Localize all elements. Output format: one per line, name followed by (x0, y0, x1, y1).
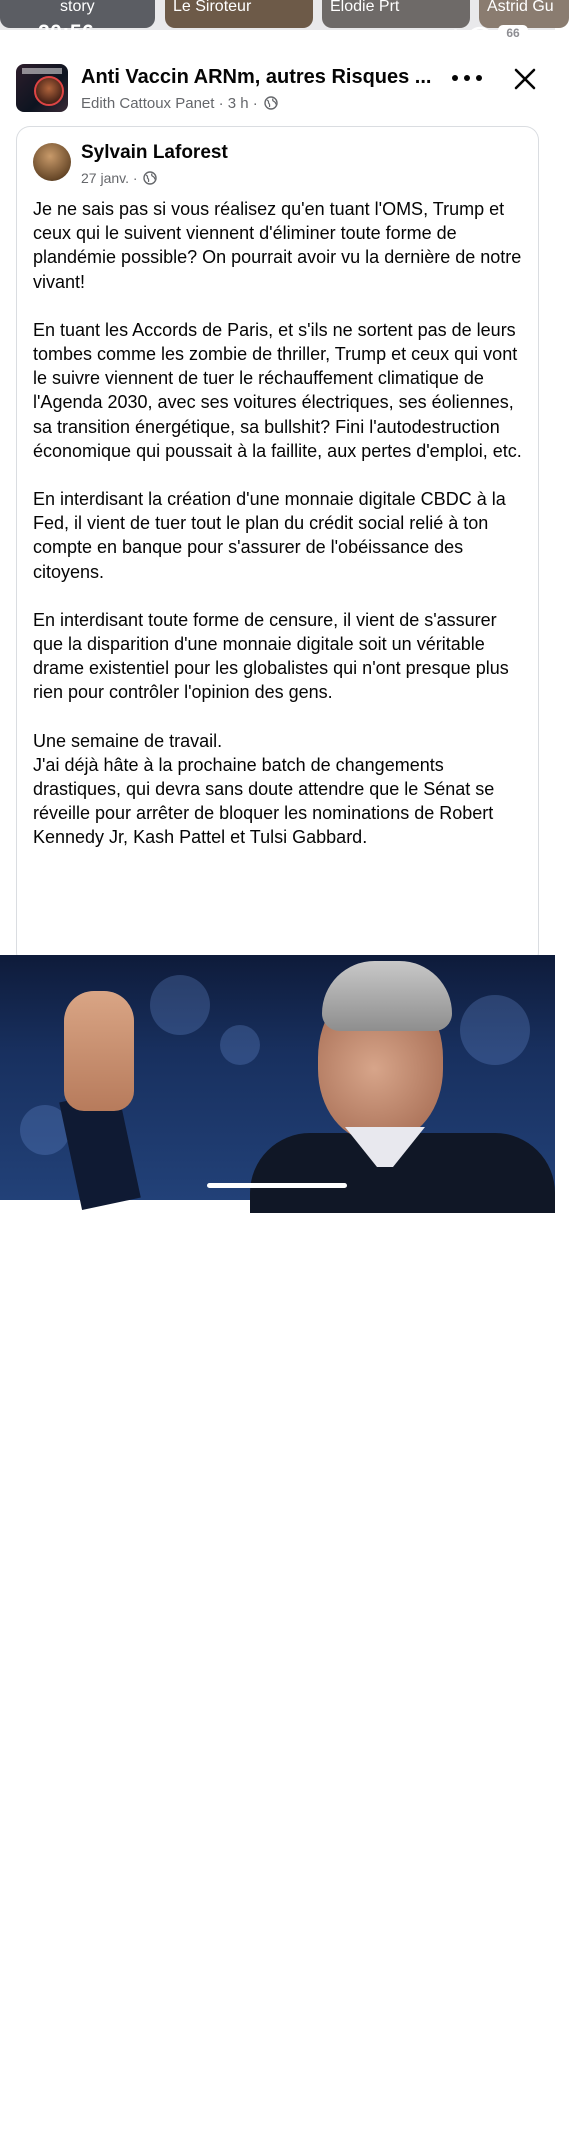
story-label: story (60, 0, 95, 15)
post-paragraph: Une semaine de travail. (33, 730, 223, 751)
group-avatar[interactable] (16, 64, 68, 112)
meta-separator: · (252, 95, 262, 112)
story-label: Le Siroteur (173, 0, 252, 15)
wifi-icon (470, 25, 490, 41)
post-paragraph: En interdisant toute forme de censure, il vient de s'assurer que la disparition d'une monnaie digitale soit un véritable drame existentiel pour les globalistes qui n'ont presque plus rien pour contrôler l'opinion des gens. (33, 609, 509, 703)
close-icon[interactable] (513, 67, 537, 91)
post-time[interactable]: 3 h (227, 95, 249, 112)
post-paragraph: J'ai déjà hâte à la prochaine batch de changements drastiques, qui devra sans doute attendre que le Sénat se réveille pour arrêter de bloquer les nominations de Robert Kennedy Jr, Kash Pattel et Tulsi Gabbard. (33, 754, 495, 848)
globe-icon (264, 96, 278, 110)
post-paragraph: En interdisant la création d'une monnaie digitale CBDC à la Fed, il vient de tuer tout le plan du crédit social relié à ton compte en banque pour s'assurer de l'obéissance des citoyens. (33, 489, 506, 582)
globe-icon (143, 171, 157, 185)
cellular-signal-icon (439, 28, 459, 42)
post-header (0, 48, 555, 118)
post-body (33, 197, 528, 874)
shared-post-card[interactable] (16, 126, 539, 966)
author-name[interactable]: Sylvain Laforest (81, 142, 228, 163)
battery-icon: 66 (498, 25, 528, 41)
home-indicator (207, 1183, 347, 1188)
more-horizontal-icon[interactable] (452, 72, 482, 84)
post-paragraph: En tuant les Accords de Paris, et s'ils ne sortent pas de leurs tombes comme les zombie de thriller, Trump et ceux qui vont le suivre viennent de tuer le réchauffement climatique de l'Agenda 2030, avec ses voitures électriques, ses éoliennes, sa transition énergétique, sa bullshit? Fini l'autodestruction économique qui poussait à la faillite, aux pertes d'emploi, etc. (33, 319, 522, 461)
status-bar (0, 18, 555, 48)
battery-tip (531, 30, 533, 36)
story-label: Astrid Gu (487, 0, 554, 15)
meta-separator: · (218, 95, 228, 112)
story-label: Elodie Prt (330, 0, 400, 15)
meta-separator: · (132, 170, 142, 186)
author-avatar[interactable] (33, 143, 71, 181)
post-paragraph: Je ne sais pas si vous réalisez qu'en tuant l'OMS, Trump et ceux qui le suivent viennent d'éliminer toute forme de plandémie possible? On pourrait avoir vu la dernière de notre vivant! (33, 199, 522, 292)
poster-name[interactable]: Edith Cattoux Panet (81, 95, 215, 112)
post-meta (81, 95, 278, 112)
watermark-text: GamerZ (424, 2123, 537, 2152)
author-meta (81, 170, 157, 186)
shared-date[interactable]: 27 janv. (81, 170, 129, 186)
post-photo[interactable] (0, 955, 555, 2152)
group-title[interactable]: Anti Vaccin ARNm, autres Risques ... (81, 66, 432, 88)
clock: 20:56 (38, 21, 95, 44)
